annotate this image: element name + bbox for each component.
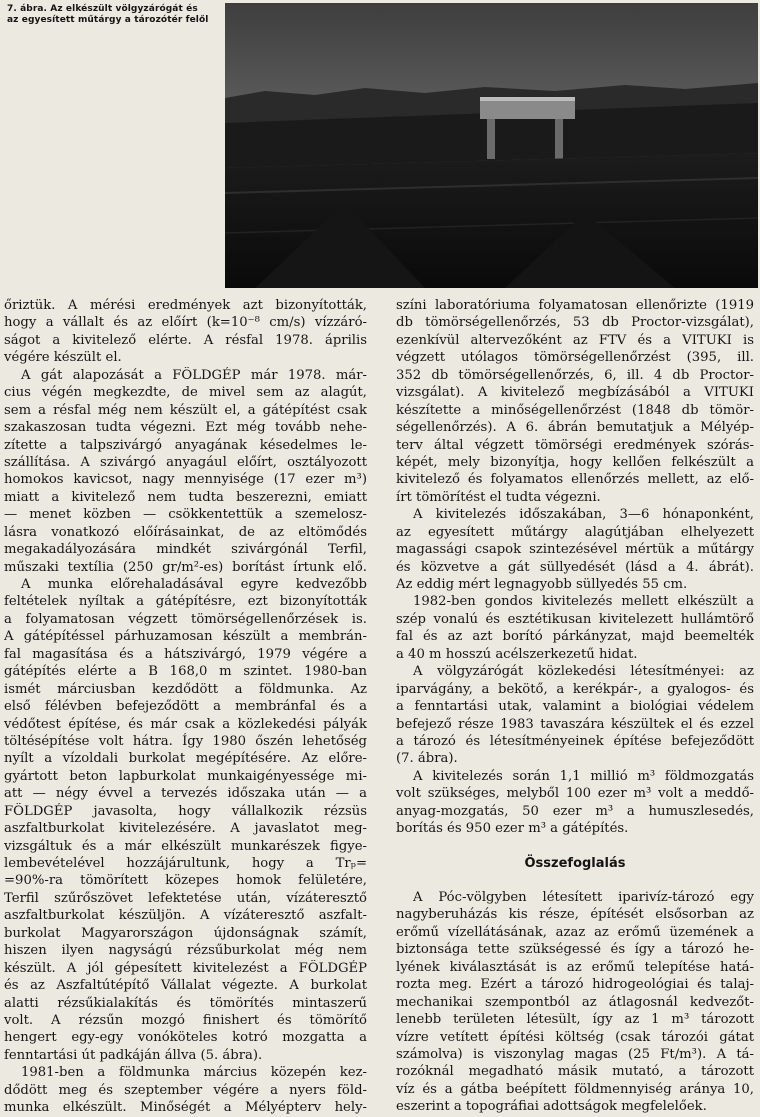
text-line: végzett utólagos tömörségellenőrzést (395, ill. bbox=[396, 350, 754, 366]
figure-caption-line-2: az egyesített műtárgy a tározótér felől bbox=[7, 15, 209, 25]
text-line: volt szükséges, melyből 100 ezer m³ volt a meddő- bbox=[396, 786, 754, 802]
text-line: készítette a minőségellenőrzést (1848 db tömör- bbox=[396, 402, 754, 418]
text-line: töltésépítése volt hátra. Így 1980 őszén lehetőség bbox=[4, 733, 367, 749]
section-heading: Összefoglalás bbox=[524, 855, 626, 871]
text-line: erőmű vízellátásának, azaz az erőmű üzemének a bbox=[396, 924, 754, 940]
text-line: biztonsága tette szükségessé és így a tározó he- bbox=[396, 942, 754, 958]
text-line: őriztük. A mérési eredmények azt bizonyították, bbox=[4, 298, 367, 313]
text-line: hogy a vállalt és az előírt (k=10⁻⁸ cm/s) vízzáró- bbox=[4, 315, 367, 331]
text-line: ságot a kivitelező elérte. A résfal 1978. április bbox=[4, 332, 367, 348]
text-line: dődött meg és szeptember végére a nyers föld- bbox=[4, 1082, 367, 1098]
dam-photograph bbox=[225, 3, 758, 288]
text-line: lyének kiválasztását is az erőmű telepítése hatá- bbox=[396, 959, 754, 975]
text-line: fal és az azt borító párkányzat, majd beemelték bbox=[396, 629, 754, 645]
text-line: a fenntartási utak, valamint a biológiai védelem bbox=[396, 699, 754, 715]
text-line: és az Aszfaltútépítő Vállalat végezte. A burkolat bbox=[4, 978, 367, 994]
text-line: aszfaltburkolat kivitelezésére. A javaslatot meg- bbox=[4, 821, 367, 837]
text-line: volt. A rézsűn mozgó finishert és tömörítő bbox=[4, 1012, 367, 1028]
text-line: anyag-mozgatás, 50 ezer m³ a humuszlesedés, bbox=[396, 803, 754, 819]
text-line: A gát alapozását a FÖLDGÉP már 1978. már- bbox=[21, 367, 367, 383]
text-line: készült. A jól gépesített kivitelezést a FÖLDGÉP bbox=[4, 960, 367, 976]
text-line: ezenkívül altervezőként az FTV és a VITUKI is bbox=[396, 332, 754, 348]
text-line: alatti rézsűkialakítás és tömörítés mintaszerű bbox=[4, 995, 367, 1011]
text-line: fenntartási út padkáján állva (5. ábra). bbox=[4, 1047, 263, 1063]
text-line: A kivitelezés időszakában, 3—6 hónaponként, bbox=[413, 507, 754, 523]
text-line: megakadályozására mindkét szivárgónál Terfil, bbox=[4, 542, 367, 558]
text-line: munka elkészült. Minőségét a Mélyépterv hely- bbox=[4, 1100, 367, 1116]
text-line: számolva) is viszonylag magas (25 Ft/m³). A tá- bbox=[396, 1046, 754, 1062]
text-line: magassági csapok szintezésével mértük a műtárgy bbox=[396, 542, 754, 558]
text-line: írt tömörítést el tudta végezni. bbox=[396, 489, 601, 505]
text-line: mechanikai szempontból az átlagosnál kedvezőt- bbox=[396, 994, 754, 1010]
text-line: az egyesített műtárgy alagútjában elhelyezett bbox=[396, 524, 754, 540]
text-line: vizsgálat). A kivitelező megbízásából a VITUKI bbox=[396, 385, 754, 401]
text-line: db tömörségellenőrzés, 53 db Proctor-vizsgálat), bbox=[396, 315, 754, 331]
figure-caption bbox=[7, 4, 222, 26]
text-line: hengert egy-egy vonóköteles kotró mozgatta a bbox=[4, 1030, 367, 1046]
text-line: Terfil szűrőszövet lefektetése után, vízáteresztő bbox=[4, 890, 367, 906]
text-line: cius végén megkezdte, de mivel sem az alagút, bbox=[4, 385, 367, 401]
text-line: a 40 m hosszú acélszerkezetű hidat. bbox=[396, 646, 638, 662]
text-line: és közvetve a gát süllyedését (lásd a 4. ábrát). bbox=[396, 559, 754, 575]
text-line: A Póc-völgyben létesített iparivíz-tározó egy bbox=[413, 890, 754, 905]
text-line: fal magasítása és a hátszivárgó, 1979 végére a bbox=[4, 646, 367, 662]
text-line: ségellenőrzés). A 6. ábrán bemutatjuk a Mélyép- bbox=[396, 420, 754, 436]
text-line: a folyamatosan végzett tömörségellenőrzések is. bbox=[4, 611, 367, 627]
dam-photo-image bbox=[225, 3, 758, 288]
text-line: első félévben befejeződött a membránfal és a bbox=[4, 699, 367, 715]
text-line: 1982-ben gondos kivitelezés mellett elkészült a bbox=[413, 594, 754, 610]
text-line: miatt a kivitelező nem tudta beszerezni, emiatt bbox=[4, 489, 367, 505]
text-line: műszaki textília (250 gr/m²-es) borítást írtunk elő. bbox=[4, 559, 367, 575]
text-line: 352 db tömörségellenőrzés, 6, ill. 4 db Proctor- bbox=[396, 367, 754, 383]
text-line: a tározó és létesítményeinek építése befejeződött bbox=[396, 733, 754, 749]
text-line: Az eddig mért legnagyobb süllyedés 55 cm. bbox=[396, 577, 688, 592]
text-line: nagyberuházás kis része, építését elsősorban az bbox=[396, 907, 754, 923]
text-line: homokos kavicsot, nagy mennyisége (17 ezer m³) bbox=[4, 472, 367, 488]
text-line: végére készült el. bbox=[4, 350, 122, 366]
text-line: védőtest építése, és már csak a közlekedési pályák bbox=[4, 716, 367, 732]
text-line: szakaszosan tudta végezni. Ezt még tovább nehe- bbox=[4, 420, 367, 436]
text-line: színi laboratóriuma folyamatosan ellenőrizte (1919 bbox=[396, 298, 754, 313]
text-line: A kivitelezés során 1,1 millió m³ földmozgatás bbox=[413, 768, 754, 784]
text-line: rozóknál megadható másik mutató, a tározott bbox=[396, 1064, 754, 1080]
text-line: A gátépítéssel párhuzamosan készült a membrán- bbox=[4, 629, 367, 645]
text-line: szép vonalú és esztétikusan kivitelezett hullámtörő bbox=[396, 611, 754, 627]
text-line: FÖLDGÉP javasolta, hogy vállalkozik rézsüs bbox=[4, 803, 367, 819]
text-line: terv által végzett tömörségi eredmények szórás- bbox=[396, 437, 754, 453]
text-line: (7. ábra). bbox=[396, 751, 458, 767]
text-line: burkolat Magyarországon újdonságnak számít, bbox=[4, 925, 367, 941]
text-line: lembevételével hozzájárultunk, hogy a Trₚ= bbox=[4, 856, 367, 871]
text-line: 1981-ben a földmunka március közepén kez- bbox=[21, 1065, 367, 1081]
text-line: A munka előrehaladásával egyre kedvezőbb bbox=[21, 577, 367, 592]
text-line: lenebb területen létesült, így az 1 m³ tározott bbox=[396, 1012, 754, 1028]
text-line: hiszen ilyen nagyságú rézsűburkolat még nem bbox=[4, 943, 367, 959]
text-line: kivitelező és folyamatos ellenőrzés mellett, az elő- bbox=[396, 472, 754, 488]
text-line: vízre vetített építési költség (csak tározói gátat bbox=[396, 1029, 754, 1045]
text-line: nyílt a vízoldali burkolat megépítésére. Az előre- bbox=[4, 751, 367, 767]
text-line: víz és a gátba beépített földmennyiség aránya 10, bbox=[396, 1081, 754, 1097]
text-line: — menet közben — csökkentettük a szemelosz- bbox=[4, 507, 367, 523]
text-line: zítette a talpszivárgó anyagának késedelmes le- bbox=[4, 437, 367, 453]
text-line: ismét márciusban kezdődött a földmunka. Az bbox=[4, 681, 367, 697]
text-line: feltételek nyíltak a gátépítésre, ezt bizonyították bbox=[4, 594, 367, 610]
text-line: gyártott beton lapburkolat munkaigényessége mi- bbox=[4, 768, 367, 784]
text-line: att — négy évvel a tervezés időszaka után — a bbox=[4, 786, 367, 802]
text-line: A völgyzárógát közlekedési létesítményei: az bbox=[413, 664, 754, 680]
text-line: gátépítés elérte a B 168,0 m szintet. 1980-ban bbox=[4, 664, 367, 680]
text-line: szállítása. A szivárgó anyagául előírt, osztályozott bbox=[4, 454, 367, 470]
text-line: befejező része 1983 tavaszára készültek el és ezzel bbox=[396, 716, 754, 732]
right-text-column bbox=[396, 297, 754, 1116]
text-line: sem a résfal még nem készült el, a gátépítést csak bbox=[4, 402, 367, 418]
text-line: lásra vonatkozó előírásainkat, de az eltömődés bbox=[4, 524, 367, 540]
left-text-column bbox=[4, 297, 367, 1117]
text-line: képét, mely bizonyítja, hogy kellően felkészült a bbox=[396, 454, 754, 470]
text-line: rozta meg. Ezért a tározó hidrogeológiai és talaj- bbox=[396, 977, 754, 993]
figure-caption-line-1: 7. ábra. Az elkészült völgyzárógát és bbox=[7, 4, 198, 14]
text-line: aszfaltburkolat készüljön. A vízáteresztő aszfalt- bbox=[4, 908, 367, 924]
text-line: eszerint a topográfiai adottságok megfelelőek. bbox=[396, 1099, 707, 1115]
text-line: borítás és 950 ezer m³ a gátépítés. bbox=[396, 821, 629, 837]
text-line: =90%-ra tömörített közepes homok felületére, bbox=[4, 873, 367, 889]
text-line: vizsgáltuk és a már elkészült munkarészek figye- bbox=[4, 838, 367, 854]
text-line: iparvágány, a bekötő, a kerékpár-, a gyalogos- és bbox=[396, 681, 754, 697]
